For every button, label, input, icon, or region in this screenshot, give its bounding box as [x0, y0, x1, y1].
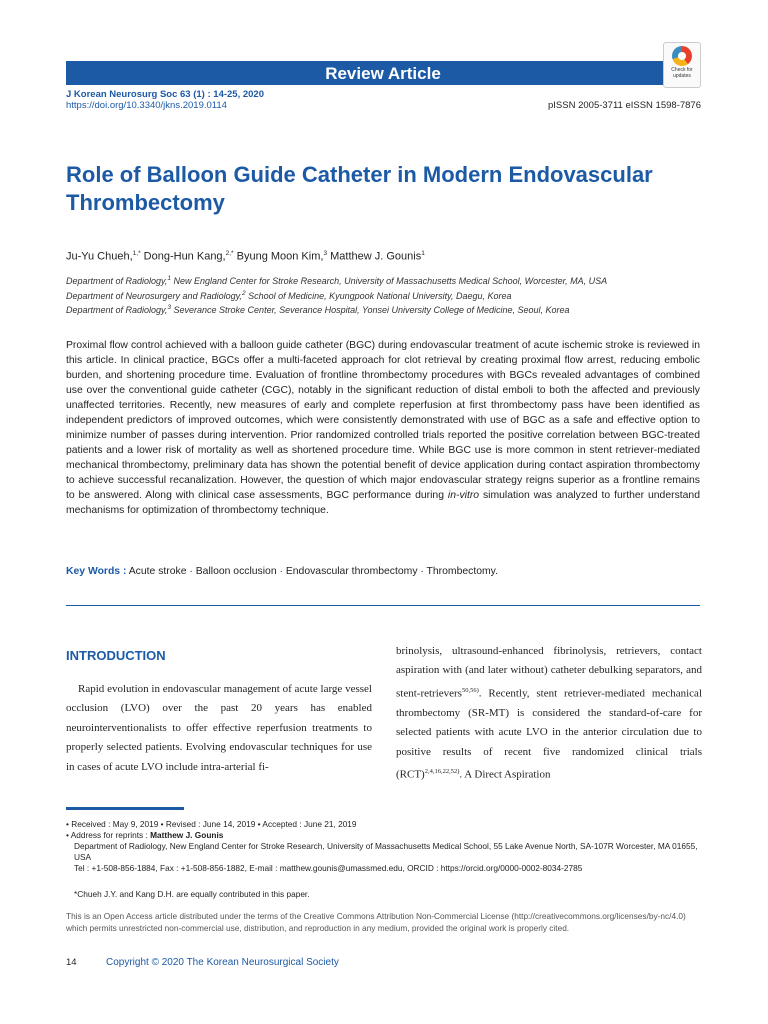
copyright: Copyright © 2020 The Korean Neurosurgical Society	[106, 957, 339, 968]
page-number: 14	[66, 957, 77, 968]
body-paragraph: brinolysis, ultrasound-enhanced fibrinolysis, retrievers, contact aspiration with (and later without) catheter debulking separators, and stent-retrievers$^{50,56)}$. Recently, stent retriever-mediated mechanical thrombectomy (SR-MT) is considered the standard-of-care for selected patients with acute LVO in the anterior circulation due to positive results of recent five randomized clinical trials (RCT)$^{2,4,16,22,52)}$. A Direct Aspiration	[396, 645, 702, 781]
author-name: Matthew J. Gounis	[327, 250, 422, 263]
doi-link[interactable]: https://doi.org/10.3340/jkns.2019.0114	[66, 100, 227, 111]
dates: • Received : May 9, 2019 • Revised : June 14, 2019 • Accepted : June 21, 2019	[66, 819, 357, 829]
author-affil-mark: 3	[323, 250, 328, 257]
abstract: Proximal flow control achieved with a balloon guide catheter (BGC) during endovascular treatment of acute ischemic stroke is reviewed in this article. In clinical practice, BGCs offer a multi-faceted approach for clot retrieval by creating proximal flow arrest, reducing embolic burden, and shortening procedure time. Evaluation of frontline thrombectomy procedures with BGCs revealed advantages of combined use over the conventional guide catheter (CGC), notably in the significant reduction of distal emboli to both the affected and previously unaffected territories. Recently, new measures of early and complete reperfusion at first thrombectomy pass have been identified as independent predictors of improved outcomes, which were consistently demonstrated with use of BGC as a safe and effective option to minimize number of passes during intervention. Prior randomized controlled trials reported the positive correlation between BGC-treated patients and a lower risk of mortality as well as shortened procedure time. While BGC use is more common in stent retriever-mediated mechanical thrombectomy, preliminary data has shown the potential benefit of device application during contact aspiration thrombectomy to achieve successful recanalization. However, the question of which major endovascular strategy reigns superior as a frontline remains to be answered. Along with clinical case assessments, BGC performance during in-vitro simulation was analyzed to further understand mechanisms for optimization of thrombectomy technique.	[66, 340, 700, 516]
section-divider	[66, 605, 700, 606]
issn: pISSN 2005-3711 eISSN 1598-7876	[548, 100, 701, 111]
keywords-text: Acute stroke · Balloon occlusion · Endovascular thrombectomy · Thrombectomy.	[126, 566, 498, 577]
body-paragraph: Rapid evolution in endovascular management of acute large vessel occlusion (LVO) over the past 20 years has enabled neurointerventionalists to offer effective reperfusion treatments to properly selected patients. Evolving endovascular techniques for use in cases of acute LVO include intra-arterial fi-	[66, 683, 372, 773]
address: Department of Radiology, New England Center for Stroke Research, University of Massachusetts Medical School, 55 Lake Avenue North, SA-107R Worcester, MA 01655, USA	[74, 841, 698, 862]
license-text: This is an Open Access article distributed under the terms of the Creative Commons Attribution Non-Commercial License (http://creativecommons.org/licenses/by-nc/4.0) which permits unrestricted non-commercial use, distribution, and reproduction in any medium, provided the original work is properly cited.	[66, 911, 686, 933]
section-heading: INTRODUCTION	[66, 648, 166, 663]
crossmark-badge[interactable]	[663, 42, 701, 88]
author-affil-mark: 1,*	[132, 250, 141, 257]
crossmark-label: Check for updates	[671, 67, 693, 79]
keywords-label: Key Words :	[66, 566, 127, 577]
author-affil-mark: 2,*	[225, 250, 234, 257]
journal-citation: J Korean Neurosurg Soc 63 (1) : 14-25, 2020	[66, 89, 264, 100]
author-name: Dong-Hun Kang,	[140, 250, 226, 263]
keywords	[66, 566, 498, 577]
footnote-rule	[66, 807, 184, 810]
author-name: Byung Moon Kim,	[233, 250, 324, 263]
body-column-right	[396, 642, 702, 785]
crossmark-icon	[672, 46, 692, 66]
footnotes	[66, 819, 706, 900]
author-list	[66, 250, 425, 263]
affiliation: Department of Radiology,$^3$ Severance Stroke Center, Severance Hospital, Yonsei University College of Medicine, Seoul, Korea	[66, 304, 570, 315]
reprint-contact: • Address for reprints : Matthew J. Gounis	[66, 830, 224, 840]
equal-contribution-note: *Chueh J.Y. and Kang D.H. are equally contributed in this paper.	[74, 889, 310, 899]
article-type-banner: Review Article	[66, 61, 700, 85]
article-title: Role of Balloon Guide Catheter in Modern Endovascular Thrombectomy	[66, 162, 653, 215]
affiliation: Department of Neurosurgery and Radiology,$^2$ School of Medicine, Kyungpook National University, Daegu, Korea	[66, 290, 512, 301]
affiliation: Department of Radiology,$^1$ New England Center for Stroke Research, University of Massachusetts Medical School, Worcester, MA, USA	[66, 275, 608, 286]
body-column-left	[66, 680, 372, 777]
author-name: Ju-Yu Chueh,	[66, 250, 133, 263]
contact-info: Tel : +1-508-856-1884, Fax : +1-508-856-1882, E-mail : matthew.gounis@umassmed.edu, ORCID : https://orcid.org/0000-0002-8034-2785	[74, 863, 583, 873]
author-affil-mark: 1	[421, 250, 425, 257]
